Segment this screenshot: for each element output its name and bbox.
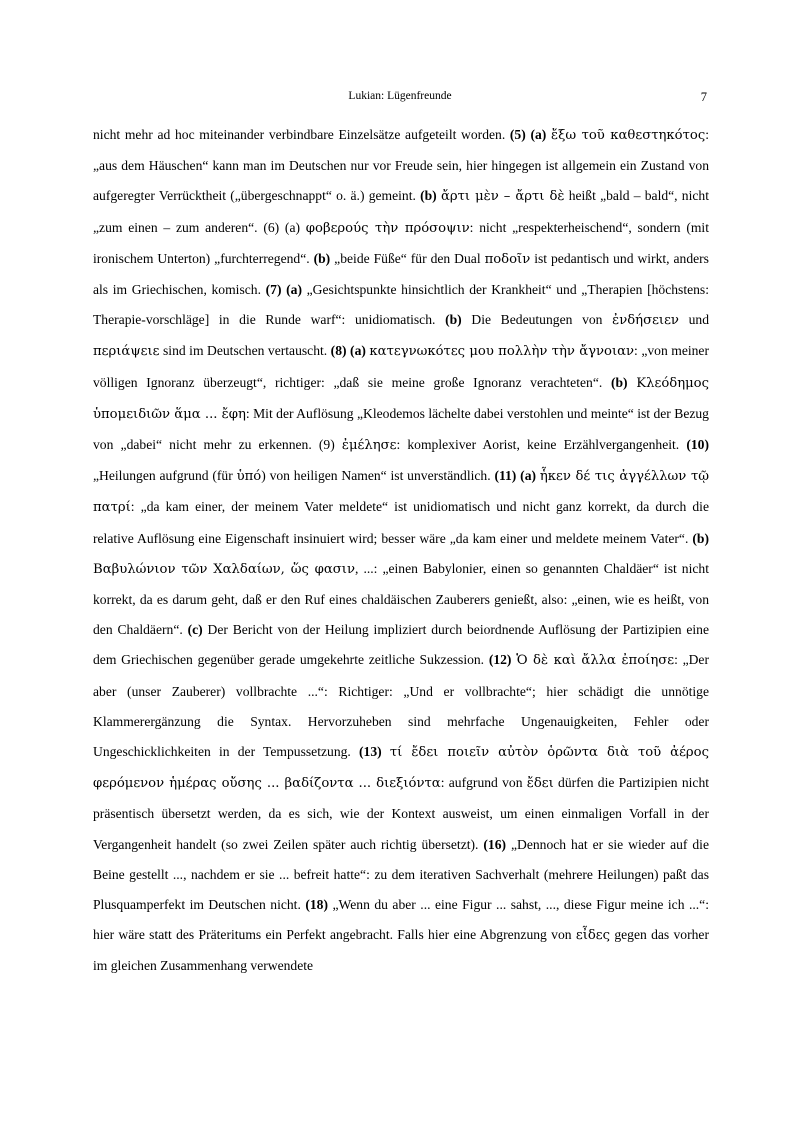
running-title: Lukian: Lügenfreunde <box>348 90 452 102</box>
page-header <box>93 90 707 106</box>
page-number: 7 <box>700 90 707 104</box>
main-paragraph: nicht mehr ad hoc miteinander verbindbare Einzelsätze aufgeteilt worden. (5) (a) ἔξω τοῦ καθεστηκότος: „aus dem Häuschen“ kann man im Deutschen nur vor Freude sein, hier hingegen ist allgemein ein Zustand von aufgeregter Verrücktheit („übergeschnappt“ o. ä.) gemeint. (b) ἄρτι μὲν – ἄρτι δὲ heißt „bald – bald“, nicht „zum einen – zum anderen“. (6) (a) φοβερούς τὴν πρόσοψιν: nicht „respekterheischend“, sondern (mit ironischem Unterton) „furchterregend“. (b) „beide Füße“ für den Dual ποδοῖν ist pedantisch und wirkt, anders als im Griechischen, komisch. (7) (a) „Gesichtspunkte hinsichtlich der Krankheit“ und „Therapien [höchstens: Therapie-vorschläge] in die Runde warf“: unidiomatisch. (b) Die Bedeutungen von ἐνδήσειεν und περιάψειε sind im Deutschen vertauscht. (8) (a) κατεγνωκότες μου πολλὴν τὴν ἄγνοιαν: „von meiner völligen Ignoranz überzeugt“, richtiger: „daß sie meine große Ignoranz verachteten“. (b) Κλεόδημος ὑπομειδιῶν ἅμα ... ἔφη: Mit der Auflösung „Kleodemos lächelte dabei verstohlen und meinte“ ist der Bezug von „dabei“ nicht mehr zu erkennen. (9) ἐμέλησε: komplexiver Aorist, keine Erzählvergangenheit. (10) „Heilungen aufgrund (für ὑπό) von heiligen Namen“ ist unverständlich. (11) (a) ἧκεν δέ τις ἀγγέλλων τῷ πατρί: „da kam einer, der meinem Vater meldete“ ist unidiomatisch und nicht ganz korrekt, da durch die relative Auflösung eine Eigenschaft insinuiert wird; besser wäre „da kam einer und meldete meinem Vater“. (b) Βαβυλώνιον τῶν Χαλδαίων, ὥς φασιν, ...: „einen Babylonier, einen so genannten Chaldäer“ ist nicht korrekt, da es darum geht, daß er den Ruf eines chaldäischen Zauberers genießt, also: „einen, wie es heißt, von den Chaldäern“. (c) Der Bericht von der Heilung impliziert durch beiordnende Auflösung der Partizipien eine dem Griechischen gegenüber gerade umgekehrte zeitliche Sukzession. (12) Ὁ δὲ καὶ ἄλλα ἐποίησε: „Der aber (unser Zauberer) vollbrachte ...“: Richtiger: „Und er vollbrachte“; hier schädigt die unnötige Klammerergänzung die Syntax. Hervorzuheben sind mehrfache Ungenauigkeiten, Fehler oder Ungeschicklichkeiten in der Tempussetzung. (13) τί ἔδει ποιεῖν αὐτὸν ὁρῶντα διὰ τοῦ ἀέρος φερόμενον ἡμέρας οὔσης ... βαδίζοντα ... διεξιόντα: aufgrund von ἔδει dürfen die Partizipien nicht präsentisch übersetzt werden, da es sich, wie der Kontext ausweist, um einen einmaligen Vorfall in der Vergangenheit handelt (so zwei Zeilen später auch richtig übersetzt). (16) „Dennoch hat er sie wieder auf die Beine gestellt ..., nachdem er sie ... befreit hatte“: zu dem iterativen Sachverhalt (mehrere Heilungen) paßt das Plusquamperfekt im Deutschen nicht. (18) „Wenn du aber ... eine Figur ... sahst, ..., diese Figur meine ich ...“: hier wäre statt des Präteritums ein Perfekt angebracht. Falls hier eine Abgrenzung von εἶδες gegen das vorher im gleichen Zusammenhang verwendete <box>93 127 710 974</box>
body-text <box>93 120 709 982</box>
